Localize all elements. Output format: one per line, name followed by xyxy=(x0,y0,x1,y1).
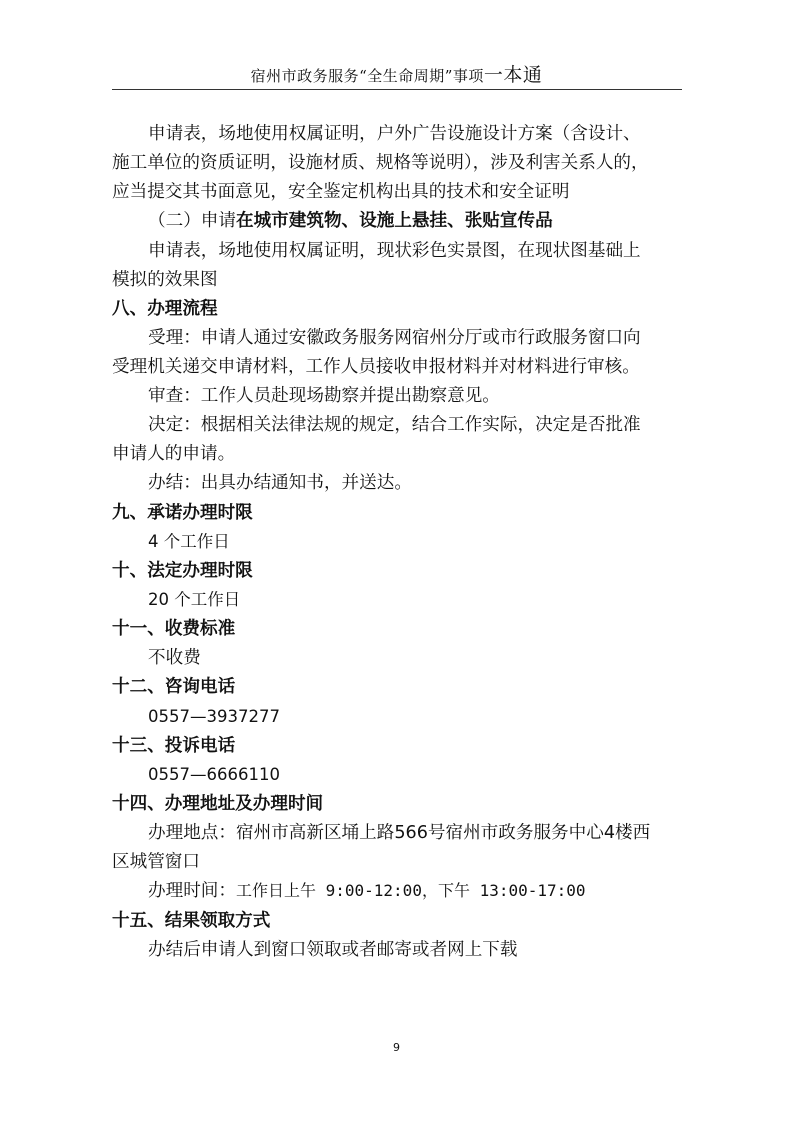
paragraph-line: 申请人的申请。 xyxy=(112,444,236,464)
subheading-prefix: （二）申请 xyxy=(148,211,236,231)
paragraph-line: 办理地点：宿州市高新区埇上路566号宿州市政务服务中心4楼西 xyxy=(148,823,651,843)
paragraph-line: 决定：根据相关法律法规的规定，结合工作实际，决定是否批准 xyxy=(148,415,641,435)
header-title-emphasis: 一本通 xyxy=(483,64,543,86)
section-heading: 十、法定办理时限 xyxy=(112,561,253,581)
paragraph-line: 不收费 xyxy=(148,648,201,668)
paragraph-line: 申请表，场地使用权属证明，现状彩色实景图，在现状图基础上 xyxy=(148,241,641,261)
section-heading: 九、承诺办理时限 xyxy=(112,503,253,523)
paragraph-line: 模拟的效果图 xyxy=(112,270,218,290)
header-rule xyxy=(112,89,682,90)
subheading xyxy=(148,209,553,233)
paragraph-line: 区城管窗口 xyxy=(112,852,200,872)
paragraph-line: 受理：申请人通过安徽政务服务网宿州分厅或市行政服务窗口向 xyxy=(148,328,641,348)
paragraph-line: 应当提交其书面意见，安全鉴定机构出具的技术和安全证明 xyxy=(112,182,570,202)
paragraph-line: 审查：工作人员赴现场勘察并提出勘察意见。 xyxy=(148,386,500,406)
header-title: 宿州市政务服务“全生命周期”事项 xyxy=(250,67,484,85)
paragraph-line: 20 个工作日 xyxy=(148,590,241,609)
hours-label: 办理时间： xyxy=(148,881,236,901)
paragraph-line: 申请表，场地使用权属证明，户外广告设施设计方案（含设计、 xyxy=(148,124,641,144)
paragraph-line: 受理机关递交申请材料，工作人员接收申报材料并对材料进行审核。 xyxy=(112,357,640,377)
section-heading: 十四、办理地址及办理时间 xyxy=(112,794,324,814)
section-heading: 十二、咨询电话 xyxy=(112,677,236,697)
phone-number: 0557—3937277 xyxy=(148,707,280,726)
paragraph-line: 4 个工作日 xyxy=(148,532,230,551)
running-header xyxy=(0,60,793,87)
section-heading: 十三、投诉电话 xyxy=(112,736,236,756)
section-heading: 八、办理流程 xyxy=(112,299,218,319)
paragraph-line: 办结：出具办结通知书，并送达。 xyxy=(148,473,412,493)
hours-value: 工作日上午 9:00-12:00，下午 13:00-17:00 xyxy=(235,881,586,900)
section-heading: 十一、收费标准 xyxy=(112,619,236,639)
subheading-title: 在城市建筑物、设施上悬挂、张贴宣传品 xyxy=(235,211,553,231)
page-number: 9 xyxy=(393,1041,400,1054)
paragraph-line: 施工单位的资质证明，设施材质、规格等说明），涉及利害关系人的， xyxy=(112,153,649,173)
phone-number: 0557—6666110 xyxy=(148,765,280,784)
paragraph-line: 办结后申请人到窗口领取或者邮寄或者网上下载 xyxy=(148,940,518,960)
section-heading: 十五、结果领取方式 xyxy=(112,911,271,931)
paragraph-line xyxy=(148,879,586,903)
